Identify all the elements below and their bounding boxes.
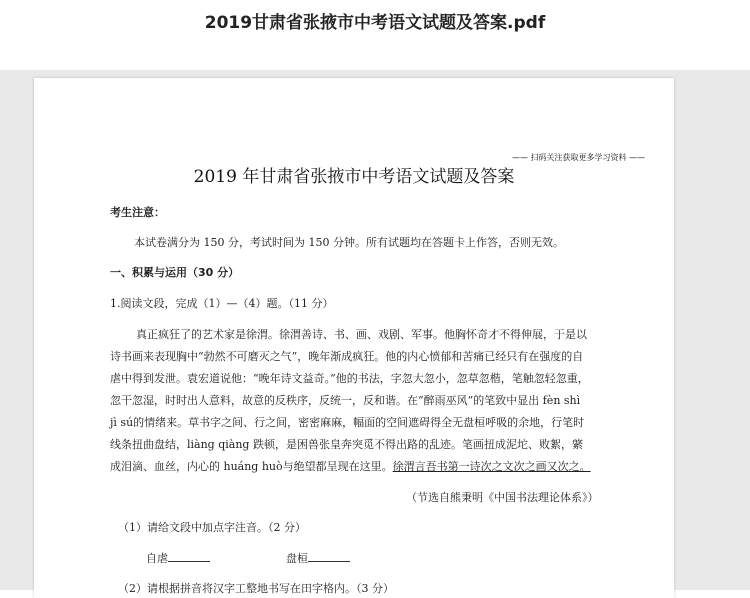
question-1-1: （1）请给文段中加点字注音。（2 分） bbox=[118, 521, 306, 534]
passage-line: 诗书画来表现胸中“勃然不可磨灭之气”，晚年渐成疯狂。他的内心愤郁和苦痛已经只有在强度的自 bbox=[110, 350, 584, 363]
document-title: 2019 年甘肃省张掖市中考语文试题及答案 bbox=[193, 167, 515, 187]
blank-word: 自虐 bbox=[146, 552, 168, 565]
blank-item-1 bbox=[146, 550, 210, 566]
notice-text: 本试卷满分为 150 分，考试时间为 150 分钟。所有试题均在答题卡上作答，否则无效。 bbox=[134, 236, 564, 249]
question-1: 1.阅读文段，完成（1）—（4）题。（11 分） bbox=[110, 297, 334, 310]
answer-blank bbox=[168, 551, 210, 562]
blank-item-2 bbox=[286, 550, 350, 566]
pdf-page bbox=[34, 78, 674, 598]
passage-line: 真正疯狂了的艺术家是徐渭。徐渭善诗、书、画、戏剧、军事。他胸怀奇才不得伸展，于是以 bbox=[136, 328, 587, 341]
passage-source: （节选自熊秉明《中国书法理论体系》） bbox=[406, 491, 599, 504]
section-heading: 一、积累与运用（30 分） bbox=[110, 266, 240, 279]
qr-note: —— 扫码关注获取更多学习资料 —— bbox=[512, 153, 646, 162]
passage-line: 忽干忽湿，时时出人意料，故意的反秩序，反统一，反和谐。在“醉雨巫风”的笔致中显出 fèn shì bbox=[110, 394, 581, 407]
passage-line: jì sú的情绪来。草书字之间、行之间，密密麻麻，幅面的空间遮碍得全无盘桓呼吸的余地，行笔时 bbox=[110, 416, 585, 429]
passage-line: 线条扭曲盘结，liàng qiàng 跌顿，是困兽张皇奔突觅不得出路的乱迹。笔画扭成泥坨、败絮，綮 bbox=[110, 438, 583, 451]
question-1-2: （2）请根据拼音将汉字工整地书写在田字格内。（3 分） bbox=[118, 582, 394, 595]
passage-line-last bbox=[110, 458, 591, 474]
answer-blank bbox=[308, 551, 350, 562]
passage-line: 成泪滴、血丝，内心的 huáng huò与绝望都呈现在这里。 bbox=[110, 460, 393, 473]
viewer-header bbox=[0, 0, 750, 70]
passage-underlined-text: 徐渭言吾书第一诗次之文次之画又次之。 bbox=[392, 460, 591, 473]
blank-word: 盘桓 bbox=[286, 552, 308, 565]
file-title: 2019甘肃省张掖市中考语文试题及答案.pdf bbox=[204, 13, 546, 33]
notice-heading: 考生注意： bbox=[110, 206, 165, 219]
passage-line: 虐中得到发泄。袁宏道说他：“晚年诗文益奇。”他的书法，字忽大忽小，忽草忽楷，笔触忽轻忽重， bbox=[110, 372, 589, 385]
